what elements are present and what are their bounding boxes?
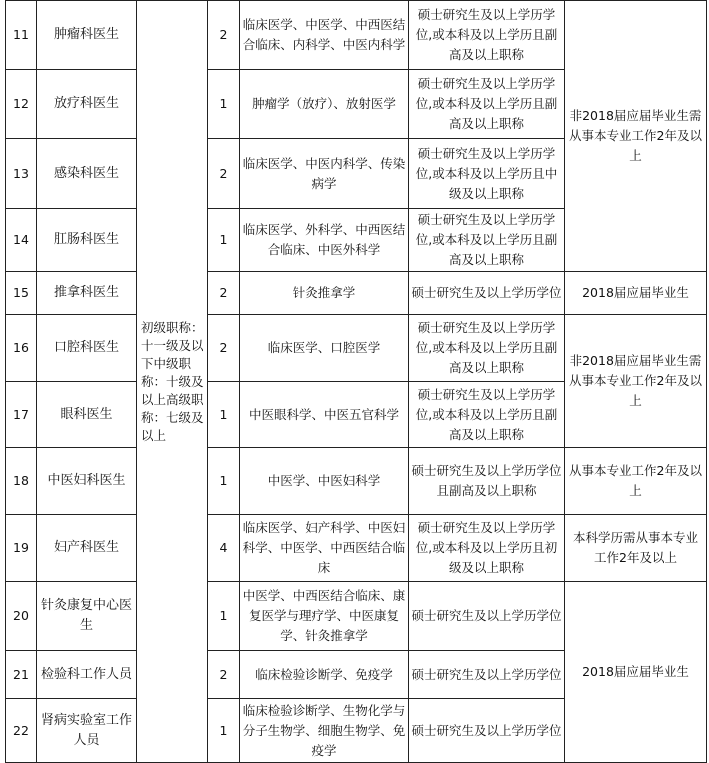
education-requirement: 硕士研究生及以上学历学位 <box>411 285 562 300</box>
headcount: 1 <box>219 722 228 738</box>
headcount: 2 <box>219 285 228 300</box>
row-number: 16 <box>13 340 29 355</box>
row-number: 15 <box>13 285 29 300</box>
other-condition: 本科学历需从事本专业工作2年及以上 <box>572 530 698 565</box>
major-requirement: 临床医学、妇产科学、中医妇科学、中医学、中西医结合临床 <box>242 520 406 575</box>
major-requirement: 临床医学、口腔医学 <box>267 340 381 355</box>
post-name: 推拿科医生 <box>53 285 119 300</box>
post-name: 针灸康复中心医生 <box>40 598 132 633</box>
major-requirement: 临床医学、外科学、中西医结合临床、中医外科学 <box>242 222 406 257</box>
row-number: 12 <box>13 96 29 111</box>
row-number: 11 <box>13 27 29 42</box>
post-name: 肿瘤科医生 <box>53 27 119 42</box>
education-requirement: 硕士研究生及以上学历学位 <box>411 722 562 738</box>
education-requirement: 硕士研究生及以上学历学位且副高及以上职称 <box>411 463 562 498</box>
post-name: 中医妇科医生 <box>47 473 126 488</box>
headcount: 4 <box>219 540 228 555</box>
other-condition: 非2018届应届毕业生需从事本专业工作2年及以上 <box>569 108 702 163</box>
education-requirement: 硕士研究生及以上学历学位 <box>411 666 562 682</box>
other-condition: 非2018届应届毕业生需从事本专业工作2年及以上 <box>569 353 702 408</box>
post-name: 检验科工作人员 <box>40 666 132 682</box>
major-requirement: 临床检验诊断学、免疫学 <box>255 666 393 682</box>
education-requirement: 硕士研究生及以上学历学位,或本科及以上学历且副高及以上职称 <box>415 320 558 375</box>
headcount: 1 <box>219 608 228 623</box>
row-number: 19 <box>13 540 29 555</box>
major-requirement: 中医学、中医妇科学 <box>267 473 381 488</box>
education-requirement: 硕士研究生及以上学历学位,或本科及以上学历且中级及以上职称 <box>415 145 558 201</box>
other-condition: 2018届应届毕业生 <box>582 664 689 679</box>
headcount: 1 <box>219 232 228 247</box>
education-requirement: 硕士研究生及以上学历学位,或本科及以上学历且副高及以上职称 <box>415 386 558 442</box>
post-name: 感染科医生 <box>53 165 119 181</box>
row-number: 20 <box>13 608 29 623</box>
row-number: 14 <box>13 232 29 247</box>
post-name: 肾病实验室工作人员 <box>40 712 132 748</box>
major-requirement: 中医学、中西医结合临床、康复医学与理疗学、中医康复学、针灸推拿学 <box>242 588 406 643</box>
major-requirement: 针灸推拿学 <box>292 285 356 300</box>
row-number: 17 <box>13 406 29 422</box>
headcount: 1 <box>219 406 228 422</box>
education-requirement: 硕士研究生及以上学历学位,或本科及以上学历且副高及以上职称 <box>415 7 558 62</box>
row-number: 21 <box>13 666 29 682</box>
major-requirement: 临床医学、中医学、中西医结合临床、内科学、中医内科学 <box>242 17 406 52</box>
headcount: 2 <box>219 27 228 42</box>
major-requirement: 临床医学、中医内科学、传染病学 <box>242 155 406 191</box>
major-requirement: 中医眼科学、中医五官科学 <box>248 406 399 422</box>
row-number: 18 <box>13 473 29 488</box>
education-requirement: 硕士研究生及以上学历学位,或本科及以上学历且初级及以上职称 <box>415 520 558 575</box>
education-requirement: 硕士研究生及以上学历学位,或本科及以上学历且副高及以上职称 <box>415 76 558 131</box>
headcount: 1 <box>219 473 228 488</box>
post-name: 口腔科医生 <box>53 340 119 355</box>
other-condition: 从事本专业工作2年及以上 <box>569 463 702 498</box>
title-rank-requirement: 初级职称：十一级及以下中级职称：十级及以上高级职称：七级及以上 <box>141 319 204 443</box>
headcount: 2 <box>219 666 228 682</box>
post-name: 妇产科医生 <box>53 540 119 555</box>
major-requirement: 肿瘤学（放疗）、放射医学 <box>252 96 396 111</box>
education-requirement: 硕士研究生及以上学历学位,或本科及以上学历且副高及以上职称 <box>415 212 558 267</box>
major-requirement: 临床检验诊断学、生物化学与分子生物学、细胞生物学、免疫学 <box>242 702 406 758</box>
headcount: 2 <box>219 340 228 355</box>
education-requirement: 硕士研究生及以上学历学位 <box>411 608 562 623</box>
post-name: 肛肠科医生 <box>53 232 119 247</box>
headcount: 1 <box>219 96 228 111</box>
headcount: 2 <box>219 165 228 181</box>
row-number: 13 <box>13 165 29 181</box>
row-number: 22 <box>13 722 29 738</box>
other-condition: 2018届应届毕业生 <box>582 285 689 300</box>
post-name: 眼科医生 <box>60 406 113 422</box>
post-name: 放疗科医生 <box>53 96 119 111</box>
